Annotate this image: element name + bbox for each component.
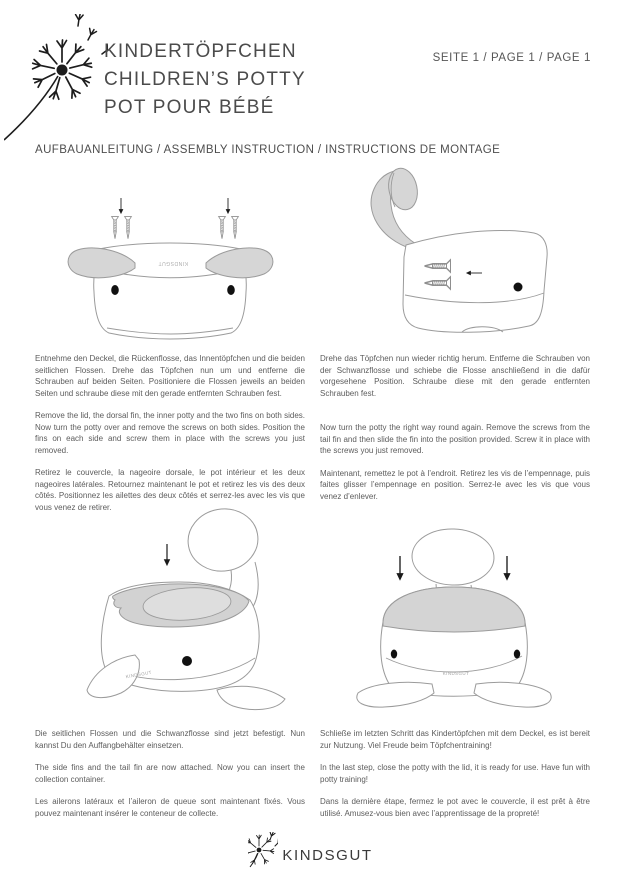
footer-wordmark: KINDSGUT xyxy=(282,846,373,864)
instruction-fr: Les ailerons latéraux et l’aileron de queue sont maintenant fixés. Vous pouvez maintenant insérer le conteneur de collecte. xyxy=(35,797,305,818)
down-arrow-icon xyxy=(164,544,170,566)
lid-dome xyxy=(383,587,525,632)
section-heading: AUFBAUANLEITUNG / ASSEMBLY INSTRUCTION / INSTRUCTIONS DE MONTAGE xyxy=(35,144,501,156)
step4-illustration xyxy=(320,502,590,712)
tail-fin xyxy=(371,166,421,249)
step1-instructions xyxy=(35,353,305,524)
step2-instructions xyxy=(320,353,590,513)
title-line-fr: POT POUR BÉBÉ xyxy=(104,97,275,118)
side-fin-right xyxy=(474,682,551,707)
title-line-de: KINDERTÖPFCHEN xyxy=(104,41,297,62)
potty-brand-mark: KINDSGUT xyxy=(158,260,188,266)
down-arrow-icon xyxy=(119,198,231,214)
dandelion-puff xyxy=(32,14,108,100)
instruction-de: Entnehme den Deckel, die Rückenflosse, das Innentöpfchen und die beiden seitlichen Flossen. Drehe das Töpfchen nun um und entferne die Schrauben auf beiden Seiten. Positioniere die Flossen jeweils an beiden Seiten und schraube diese mit den gerade entfernten Schrauben fest. xyxy=(35,354,305,398)
instruction-de: Schließe im letzten Schritt das Kindertöpfchen mit dem Deckel, es ist bereit zur Nutzung. Viel Freude beim Töpfchentraining! xyxy=(320,729,590,750)
dandelion-logo-icon xyxy=(4,14,108,142)
screw-icon xyxy=(112,217,239,239)
side-fin-left xyxy=(357,682,434,707)
dandelion-stem xyxy=(4,76,58,140)
step2-illustration xyxy=(320,165,590,350)
instruction-en: Now turn the potty the right way round again. Remove the screws from the tail fin and then slide the fin into the position provided. Screw it in place with the screws you just removed. xyxy=(320,423,590,455)
instruction-en: The side fins and the tail fin are now attached. Now you can insert the collection container. xyxy=(35,763,305,784)
potty-brand-mark: KINDSGUT xyxy=(442,671,470,676)
instruction-de: Die seitlichen Flossen und die Schwanzflosse sind jetzt befestigt. Nun kannst Du den Auffangbehälter einsetzen. xyxy=(35,729,305,750)
step3-instructions xyxy=(35,728,305,830)
footer-brand-logo xyxy=(0,832,621,868)
instruction-de: Drehe das Töpfchen nun wieder richtig herum. Entferne die Schrauben von der Schwanzflosse und schiebe die Flosse anschließend in die dafür vorgesehene Position. Schraube diese mit den gerade entfernten Schrauben fest. xyxy=(320,354,590,398)
page-title xyxy=(104,38,306,122)
dandelion-mini-icon xyxy=(248,832,278,868)
instruction-en: Remove the lid, the dorsal fin, the inner potty and the two fins on both sides. Now turn the potty over and remove the screws on both sides. Position the fins on each side and screw them in place with the screws you just removed. xyxy=(35,411,305,455)
instruction-en: In the last step, close the potty with the lid, it is ready for use. Have fun with potty training! xyxy=(320,763,590,784)
instruction-fr: Maintenant, remettez le pot à l’endroit. Retirez les vis de l’empennage, puis faites glisser l’empennage en position. Serrez-le avec les vis que vous venez d’enlever. xyxy=(320,468,590,501)
instruction-fr: Retirez le couvercle, la nageoire dorsale, le pot intérieur et les deux nageoires latérales. Retournez maintenant le pot et retirez les vis des deux côtés. Positionnez les ailettes des deux côtés et serrez-les avec les vis que vous venez de retirer. xyxy=(35,468,305,512)
potty-brand-mark: KINDSGUT xyxy=(125,669,153,680)
page-number: SEITE 1 / PAGE 1 / PAGE 1 xyxy=(432,52,591,64)
title-line-en: CHILDREN’S POTTY xyxy=(104,69,306,90)
instruction-fr: Dans la dernière étape, fermez le pot avec le couvercle, il est prêt à être utilisé. Amusez-vous bien avec l’apprentissage de la propreté! xyxy=(320,797,590,818)
side-fin-right xyxy=(217,686,285,709)
potty-body-side xyxy=(403,230,547,332)
whale-eye xyxy=(182,656,192,666)
step4-instructions xyxy=(320,728,590,830)
step1-illustration xyxy=(35,170,305,350)
step3-illustration xyxy=(35,500,305,725)
whale-eye xyxy=(514,283,523,292)
